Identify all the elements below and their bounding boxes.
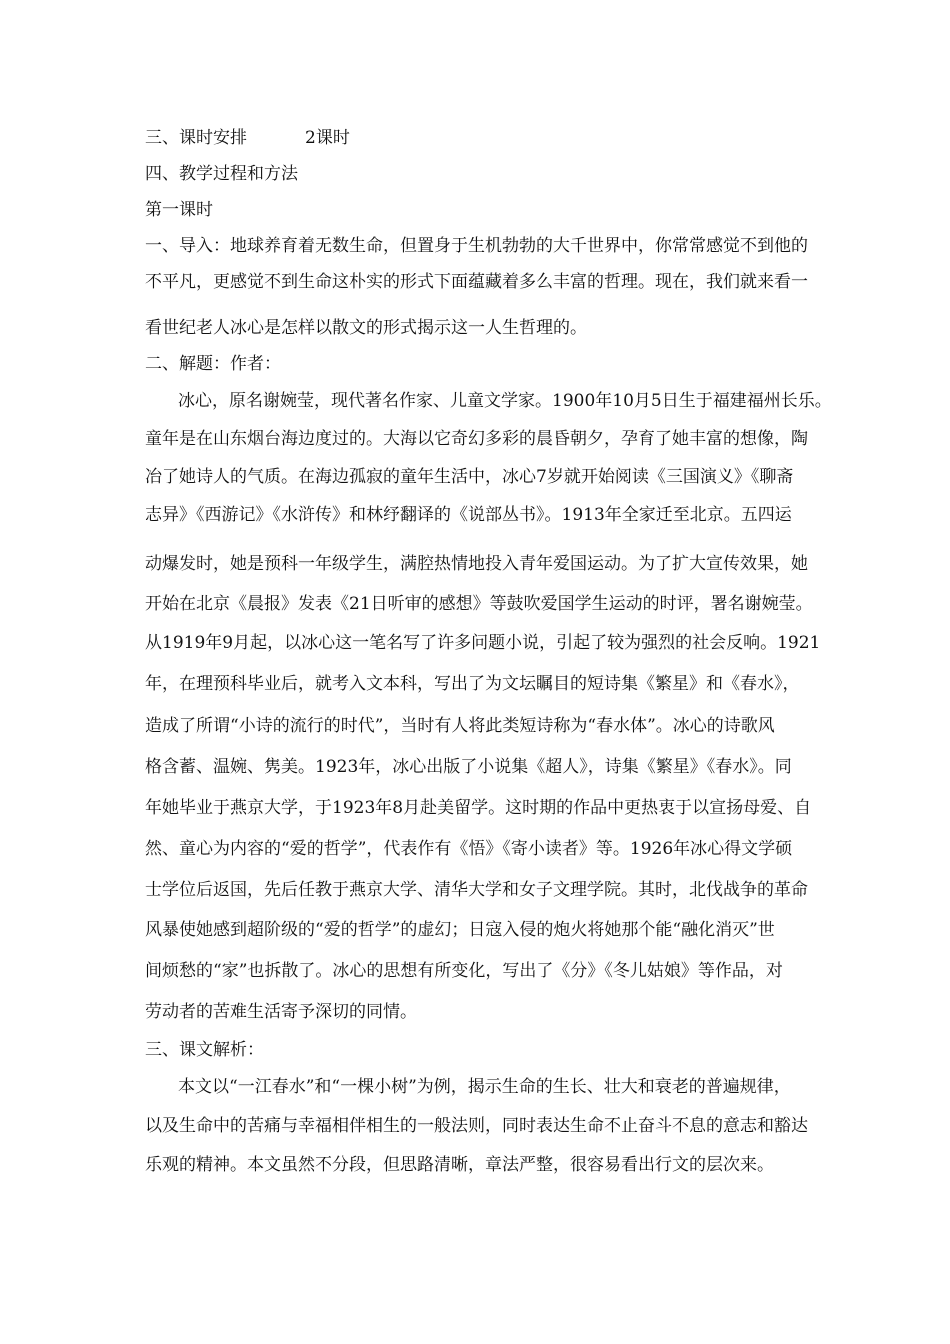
bio-line: 风暴使她感到超阶级的“爱的哲学”的虚幻；日寇入侵的炮火将她那个能“融化消灭”世: [145, 920, 775, 940]
class-hours-line: [145, 127, 815, 149]
bio-line: 劳动者的苦难生活寄予深切的同情。: [145, 1002, 417, 1022]
intro-line: 看世纪老人冰心是怎样以散文的形式揭示这一人生哲理的。: [145, 318, 587, 338]
bio-line: 志异》《西游记》《水浒传》和林纾翻译的《说部丛书》。1913年全家迁至北京。五四运: [145, 505, 792, 525]
bio-line: 童年是在山东烟台海边度过的。大海以它奇幻多彩的晨昏朝夕，孕育了她丰富的想像，陶: [145, 429, 808, 449]
bio-line: 间烦愁的“家”也拆散了。冰心的思想有所变化，写出了《分》《冬儿姑娘》等作品，对: [145, 961, 783, 981]
analysis-line: 乐观的精神。本文虽然不分段，但思路清晰，章法严整，很容易看出行文的层次来。: [145, 1155, 774, 1175]
class-hours-value: 2课时: [305, 128, 350, 148]
bio-line: 冰心，原名谢婉莹，现代著名作家、儿童文学家。1900年10月5日生于福建福州长乐。: [178, 391, 832, 411]
analysis-line: 以及生命中的苦痛与幸福相伴相生的一般法则，同时表达生命不止奋斗不息的意志和豁达: [145, 1116, 808, 1136]
section-2-heading: 二、解题：作者：: [145, 354, 281, 374]
bio-line: 开始在北京《晨报》发表《21日听审的感想》等鼓吹爱国学生运动的时评，署名谢婉莹。: [145, 594, 813, 614]
bio-line: 然、童心为内容的“爱的哲学”，代表作有《悟》《寄小读者》等。1926年冰心得文学硕: [145, 839, 793, 859]
section-3-heading: 三、课文解析：: [145, 1040, 264, 1060]
bio-line: 造成了所谓“小诗的流行的时代”，当时有人将此类短诗称为“春水体”。冰心的诗歌风: [145, 716, 775, 736]
bio-line: 冶了她诗人的气质。在海边孤寂的童年生活中，冰心7岁就开始阅读《三国演义》《聊斋: [145, 467, 794, 487]
lesson-1-heading: 第一课时: [145, 200, 213, 220]
bio-line: 从1919年9月起，以冰心这一笔名写了许多问题小说，引起了较为强烈的社会反响。1921: [145, 633, 821, 653]
bio-line: 年，在理预科毕业后，就考入文本科，写出了为文坛瞩目的短诗集《繁星》和《春水》，: [145, 674, 800, 694]
section-4-heading: 四、教学过程和方法: [145, 164, 298, 184]
bio-line: 士学位后返国，先后任教于燕京大学、清华大学和女子文理学院。其时，北伐战争的革命: [145, 880, 808, 900]
bio-line: 格含蓄、温婉、隽美。1923年，冰心出版了小说集《超人》，诗集《繁星》《春水》。同: [145, 757, 792, 777]
bio-line: 年她毕业于燕京大学，于1923年8月赴美留学。这时期的作品中更热衷于以宣扬母爱、自: [145, 798, 812, 818]
intro-line: 一、导入：地球养育着无数生命，但置身于生机勃勃的大千世界中，你常常感觉不到他的: [145, 236, 808, 256]
bio-line: 动爆发时，她是预科一年级学生，满腔热情地投入青年爱国运动。为了扩大宣传效果，她: [145, 554, 808, 574]
class-hours-label: 三、课时安排: [145, 128, 247, 148]
analysis-line: 本文以“一江春水”和“一棵小树”为例，揭示生命的生长、壮大和衰老的普遍规律，: [178, 1077, 791, 1097]
intro-line: 不平凡，更感觉不到生命这朴实的形式下面蕴藏着多么丰富的哲理。现在，我们就来看一: [145, 272, 808, 292]
